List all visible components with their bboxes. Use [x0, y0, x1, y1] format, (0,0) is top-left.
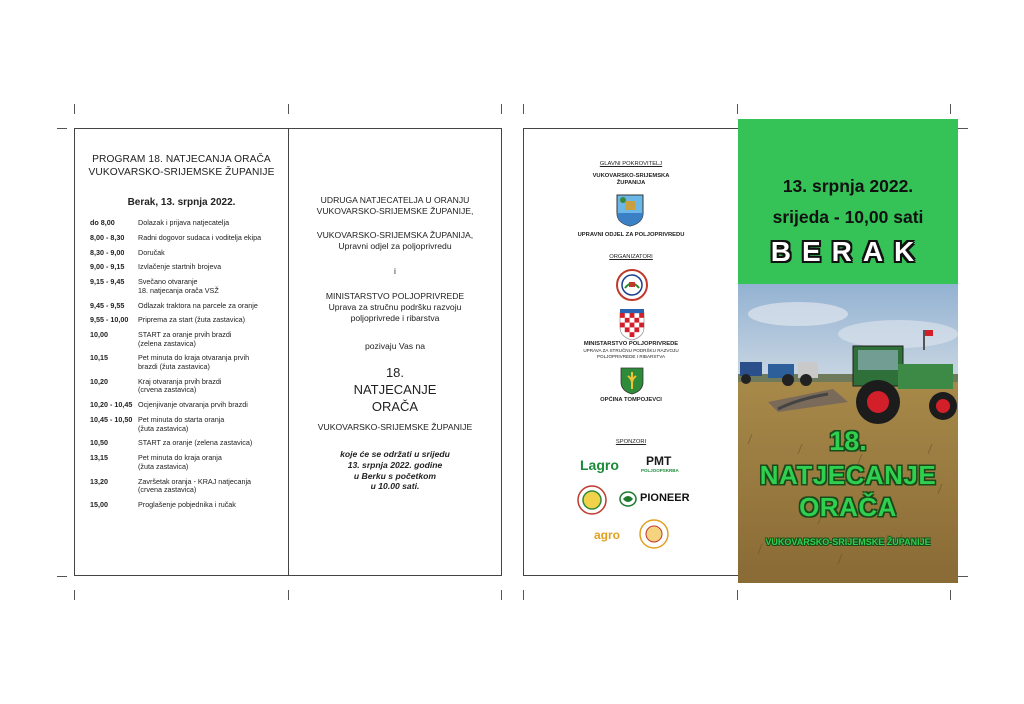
schedule-row [90, 234, 285, 243]
crop-mark [523, 104, 524, 114]
municipality-name: OPĆINA TOMPOJEVCI [600, 397, 662, 403]
sponsor-seal-logo-icon [577, 485, 607, 515]
crop-mark [523, 590, 524, 600]
ministry-name: MINISTARSTVO POLJOPRIVREDE [583, 341, 679, 347]
organizer-association: UDRUGA NATJECATELJA U ORANJU VUKOVARSKO-SRIJEMSKE ŽUPANIJE, [316, 195, 474, 216]
cover-place: BERAK [770, 236, 926, 267]
cover-title-line1: NATJECANJE [759, 460, 937, 490]
association-logo-icon [616, 269, 648, 301]
crop-mark [737, 590, 738, 600]
program-panel [74, 128, 288, 576]
crop-mark [501, 590, 502, 600]
cover-title-line2: ORAČA [799, 492, 897, 522]
pioneer-leaf-icon [619, 491, 637, 507]
schedule-list [90, 219, 285, 516]
event-title: 18. NATJECANJE ORAČA [353, 365, 437, 414]
organizer-county: VUKOVARSKO-SRIJEMSKA ŽUPANIJA, Upravni odjel za poljoprivredu [316, 230, 474, 251]
schedule-time: 10,20 [90, 376, 108, 386]
sponsor-pioneer-logo: PIONEER [640, 492, 690, 504]
crop-mark [74, 590, 75, 600]
schedule-time: 15,00 [90, 499, 108, 509]
crop-mark [958, 128, 968, 129]
event-details: koje će se održati u srijedu 13. srpnja 2022. godine u Berku s početkom u 10.00 sati. [340, 449, 450, 492]
cover-day-time: srijeda - 10,00 sati [772, 207, 924, 227]
schedule-row [90, 416, 285, 433]
schedule-time: 13,15 [90, 453, 108, 463]
invite-text: pozivaju Vas na [364, 341, 426, 351]
program-date: Berak, 13. srpnja 2022. [127, 197, 236, 208]
schedule-activity: Doručak [138, 247, 165, 257]
schedule-activity: Proglašenje pobjednika i ručak [138, 499, 236, 509]
croatia-coat-of-arms-icon [619, 309, 645, 341]
cover-event-number: 18. [829, 426, 867, 456]
sponsor-lagro-logo: Lagro [580, 457, 619, 473]
schedule-row [90, 439, 285, 448]
schedule-activity: Pet minuta do starta oranja (žuta zastavica) [138, 414, 225, 433]
schedule-row [90, 378, 285, 395]
ministry-department: UPRAVA ZA STRUČNU PODRŠKU RAZVOJU POLJOPRIVREDE I RIBARSTVA [583, 348, 679, 359]
schedule-row [90, 501, 285, 510]
county-coat-of-arms-icon [615, 193, 645, 227]
schedule-row [90, 478, 285, 495]
crop-mark [57, 128, 67, 129]
sponsor-pmt-logo: PMT [646, 454, 672, 468]
schedule-activity: Pet minuta do kraja oranja (žuta zastavica) [138, 453, 222, 471]
schedule-time: 9,45 - 9,55 [90, 300, 125, 310]
schedule-activity: Kraj otvaranja prvih brazdi (crvena zastavica) [138, 376, 222, 395]
crop-mark [74, 104, 75, 114]
schedule-row [90, 316, 285, 325]
schedule-activity: Dolazak i prijava natjecatelja [138, 218, 230, 227]
county-department: UPRAVNI ODJEL ZA POLJOPRIVREDU [577, 232, 685, 238]
schedule-time: 10,45 - 10,50 [90, 414, 133, 424]
schedule-row [90, 219, 285, 228]
schedule-time: 8,00 - 8,30 [90, 232, 125, 242]
sponsors-label: SPONZORI [615, 439, 647, 445]
schedule-row [90, 249, 285, 258]
schedule-row [90, 263, 285, 272]
schedule-time: 9,00 - 9,15 [90, 262, 125, 272]
crop-mark [57, 576, 67, 577]
cover-panel [738, 119, 958, 583]
cover-date: 13. srpnja 2022. [782, 176, 914, 196]
schedule-time: 9,15 - 9,45 [90, 277, 125, 287]
sponsors-panel [523, 128, 738, 576]
schedule-row [90, 401, 285, 410]
municipality-coat-of-arms-icon [620, 367, 644, 395]
crop-mark [737, 104, 738, 114]
main-sponsor-label: GLAVNI POKROVITELJ [599, 161, 663, 167]
crop-mark [288, 104, 289, 114]
schedule-time: 10,15 [90, 353, 108, 363]
event-subtitle: VUKOVARSKO-SRIJEMSKE ŽUPANIJE [317, 422, 473, 432]
schedule-activity: START za oranje (zelena zastavica) [138, 438, 253, 448]
schedule-time: 13,20 [90, 476, 108, 486]
schedule-row [90, 454, 285, 471]
schedule-activity: Svečano otvaranje 18. natjecanja orača VSŽ [138, 277, 219, 295]
sponsor-agro-logo: agro [594, 528, 621, 542]
organizer-ministry: MINISTARSTVO POLJOPRIVREDE Uprava za stručnu podršku razvoju poljoprivrede i ribarstva [325, 291, 465, 323]
sponsor-pmt-sub: POLJOOPSKRBA [641, 468, 679, 473]
schedule-time: 9,55 - 10,00 [90, 315, 129, 325]
crop-mark [288, 590, 289, 600]
sponsor-round-logo-icon [639, 519, 669, 549]
crop-mark [958, 576, 968, 577]
crop-mark [950, 104, 951, 114]
schedule-time: 10,00 [90, 330, 108, 340]
invitation-panel [288, 128, 502, 576]
county-name: VUKOVARSKO-SRIJEMSKA ŽUPANIJA [592, 173, 670, 186]
schedule-row [90, 354, 285, 371]
schedule-row [90, 278, 285, 295]
conjunction: i [394, 266, 396, 276]
schedule-time: 8,30 - 9,00 [90, 247, 125, 257]
schedule-activity: Završetak oranja - KRAJ natjecanja (crvena zastavica) [138, 476, 252, 495]
schedule-row [90, 302, 285, 311]
schedule-activity: Radni dogovor sudaca i voditelja ekipa [138, 232, 262, 242]
organizers-label: ORGANIZATORI [609, 254, 653, 260]
schedule-activity: Ocjenjivanje otvaranja prvih brazdi [138, 400, 248, 410]
schedule-activity: Odlazak traktora na parcele za oranje [138, 300, 258, 310]
schedule-row [90, 331, 285, 348]
program-title: PROGRAM 18. NATJECANJA ORAČA VUKOVARSKO-SRIJEMSKE ŽUPANIJE [88, 154, 275, 178]
schedule-activity: START za oranje prvih brazdi (zelena zastavica) [138, 330, 232, 348]
schedule-time: 10,20 - 10,45 [90, 400, 133, 410]
schedule-time: do 8,00 [90, 218, 115, 227]
schedule-time: 10,50 [90, 438, 108, 448]
cover-subtitle: VUKOVARSKO-SRIJEMSKE ŽUPANIJE [765, 537, 931, 547]
crop-mark [950, 590, 951, 600]
schedule-activity: Priprema za start (žuta zastavica) [138, 315, 246, 325]
crop-mark [501, 104, 502, 114]
schedule-activity: Pet minuta do kraja otvaranja prvih brazdi (žuta zastavica) [138, 353, 250, 372]
schedule-activity: Izvlačenje startnih brojeva [138, 262, 222, 272]
